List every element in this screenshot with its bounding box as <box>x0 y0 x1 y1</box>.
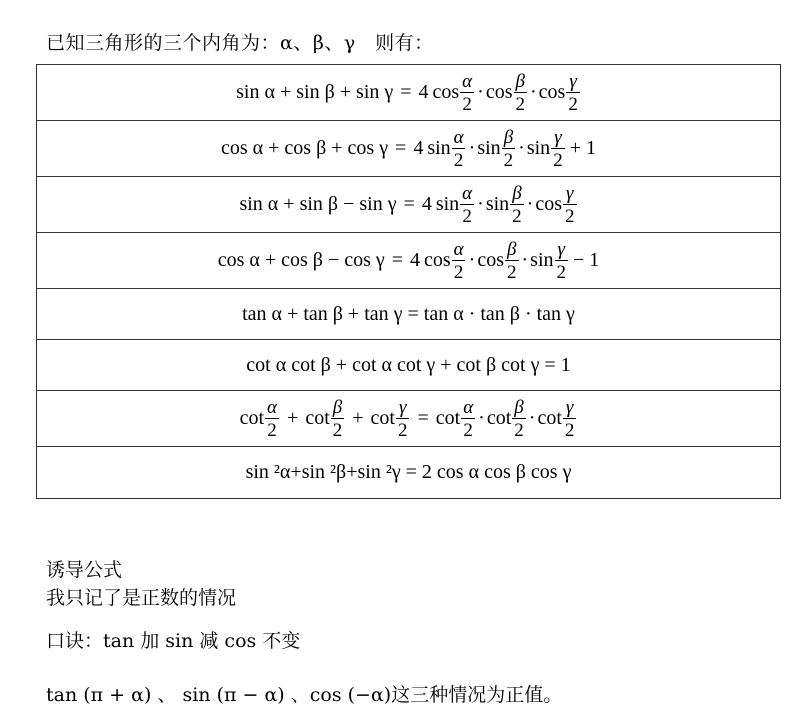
table-row <box>37 340 781 391</box>
fraction: $\frac{\gamma}{2}$ <box>397 396 408 441</box>
section-title-induction: 诱导公式 <box>46 559 123 581</box>
formula-lhs: sin α + sin β + sin γ <box>236 81 394 103</box>
fraction: $\frac{\beta}{2}$ <box>332 396 343 441</box>
fraction: $\frac{\gamma}{2}$ <box>568 70 578 115</box>
table-row <box>37 65 781 121</box>
table-row <box>37 233 781 289</box>
fraction: $\frac{\beta}{2}$ <box>515 70 525 115</box>
fraction: $\frac{\gamma}{2}$ <box>564 396 575 441</box>
formula-table <box>36 64 781 499</box>
table-row <box>37 177 781 233</box>
positive-cases-text: tan (π + α) 、 sin (π − α) 、cos (−α)这三种情况为正值。 <box>46 684 563 706</box>
table-row <box>37 289 781 340</box>
fraction: $\frac{\alpha}{2}$ <box>453 238 464 283</box>
fraction: $\frac{\alpha}{2}$ <box>463 396 474 441</box>
fraction: $\frac{\alpha}{2}$ <box>267 396 278 441</box>
fraction: $\frac{\gamma}{2}$ <box>553 126 563 171</box>
intro-text: 已知三角形的三个内角为：α、β、γ 则有： <box>46 32 434 54</box>
fraction: $\frac{\beta}{2}$ <box>512 182 522 227</box>
formula-half-cotangent-identity: cot $\frac{\alpha}{2}$ + cot $\frac{\beta}{2}$ + cot $\frac{\gamma}{2}$ = cot $\frac{\alpha}{2}$ · cot $\frac{\beta}{2}$ · cot $\frac{\gamma}{2}$ <box>37 391 781 447</box>
table-row <box>37 447 781 499</box>
table-row <box>37 391 781 447</box>
note-text: 我只记了是正数的情况 <box>46 587 237 609</box>
formula-squared-sines: sin ²α+sin ²β+sin ²γ = 2 cos α cos β cos γ <box>37 447 781 499</box>
formula-lhs: cos α + cos β − cos γ <box>217 249 385 271</box>
fraction: $\frac{\alpha}{2}$ <box>453 126 464 171</box>
fraction: $\frac{\alpha}{2}$ <box>462 70 473 115</box>
fraction: $\frac{\beta}{2}$ <box>507 238 517 283</box>
formula-cotangent-identity: cot α cot β + cot α cot γ + cot β cot γ = 1 <box>37 340 781 391</box>
formula-sines-difference: sin α + sin β − sin γ = 4 sin $\frac{\alpha}{2}$ · sin $\frac{\beta}{2}$ · cos $\frac{\gamma}{2}$ <box>37 177 781 233</box>
formula-sum-sines: sin α + sin β + sin γ = 4 cos $\frac{\alpha}{2}$ · cos $\frac{\beta}{2}$ · cos $\frac{\gamma}{2}$ <box>37 65 781 121</box>
formula-tangent-identity: tan α + tan β + tan γ = tan α · tan β · tan γ <box>37 289 781 340</box>
fraction: $\frac{\gamma}{2}$ <box>565 182 575 227</box>
formula-lhs: cos α + cos β + cos γ <box>221 137 389 159</box>
mnemonic-text: 口诀：tan 加 sin 减 cos 不变 <box>46 630 301 652</box>
formula-cosines-difference: cos α + cos β − cos γ = 4 cos $\frac{\alpha}{2}$ · cos $\frac{\beta}{2}$ · sin $\frac{\gamma}{2}$ − 1 <box>37 233 781 289</box>
table-row <box>37 121 781 177</box>
formula-sum-cosines: cos α + cos β + cos γ = 4 sin $\frac{\alpha}{2}$ · sin $\frac{\beta}{2}$ · sin $\frac{\gamma}{2}$ + 1 <box>37 121 781 177</box>
fraction: $\frac{\beta}{2}$ <box>514 396 524 441</box>
fraction: $\frac{\gamma}{2}$ <box>556 238 567 283</box>
formula-lhs: sin α + sin β − sin γ <box>239 193 397 215</box>
fraction: $\frac{\alpha}{2}$ <box>462 182 473 227</box>
fraction: $\frac{\beta}{2}$ <box>503 126 514 171</box>
